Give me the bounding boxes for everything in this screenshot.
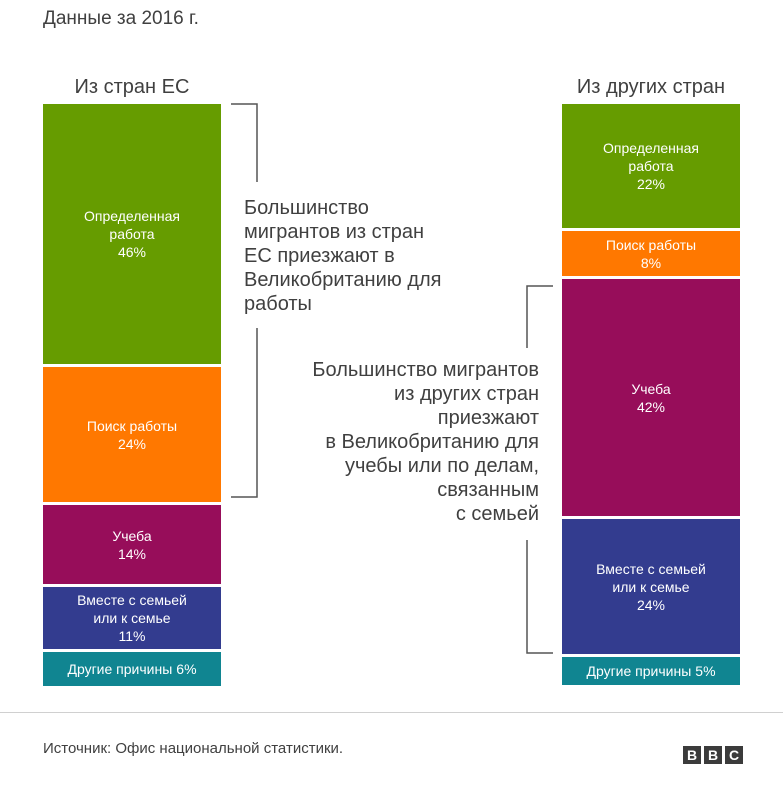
eu-segment-label: Поиск работы xyxy=(86,417,178,434)
chart-subtitle: Данные за 2016 г. xyxy=(43,8,199,29)
bbc-logo xyxy=(683,746,743,764)
eu-segment-label: Учеба xyxy=(112,527,152,544)
bbc-logo-letter-1: B xyxy=(683,746,701,764)
eu-segment-value: 6% xyxy=(176,661,197,677)
source-note: Источник: Офис национальной статистики. xyxy=(43,740,344,757)
other-segment-value: 42% xyxy=(636,398,666,415)
other-annotation: Большинство мигрантов из других стран приезжают в Великобританию для учебы или по делам, связанным с семьей xyxy=(312,359,539,525)
other-segment-value: 24% xyxy=(636,596,665,613)
footer-divider xyxy=(0,712,783,713)
other-segment-label: Учеба xyxy=(631,380,671,397)
other-segment-label: Вместе с семьей или к семье xyxy=(596,560,706,595)
eu-segment-label: Вместе с семьей или к семье xyxy=(77,592,187,626)
eu-segment-label: Другие причины xyxy=(67,661,173,677)
other-segment-label: Определенная работа xyxy=(602,140,699,174)
other-segment-value: 8% xyxy=(640,254,662,271)
other-segment-value: 5% xyxy=(695,663,716,679)
eu-segment-value: 24% xyxy=(117,435,146,452)
bbc-logo-letter-2: B xyxy=(704,746,722,764)
eu-segment-value: 11% xyxy=(118,628,146,644)
bbc-logo-letter-3: C xyxy=(725,746,743,764)
other-column-title: Из других стран xyxy=(576,76,726,98)
eu-segment-value: 46% xyxy=(117,244,146,260)
eu-segment-value: 14% xyxy=(117,545,147,562)
eu-segment-label: Определенная работа xyxy=(83,208,180,242)
other-segment-label: Поиск работы xyxy=(605,236,697,253)
other-segment-value: 22% xyxy=(636,176,665,192)
eu-annotation: Большинство мигрантов из стран ЕС приезжают в Великобританию для работы xyxy=(244,197,442,315)
other-segment-label: Другие причины xyxy=(586,663,692,679)
eu-column-title: Из стран ЕС xyxy=(74,76,190,98)
